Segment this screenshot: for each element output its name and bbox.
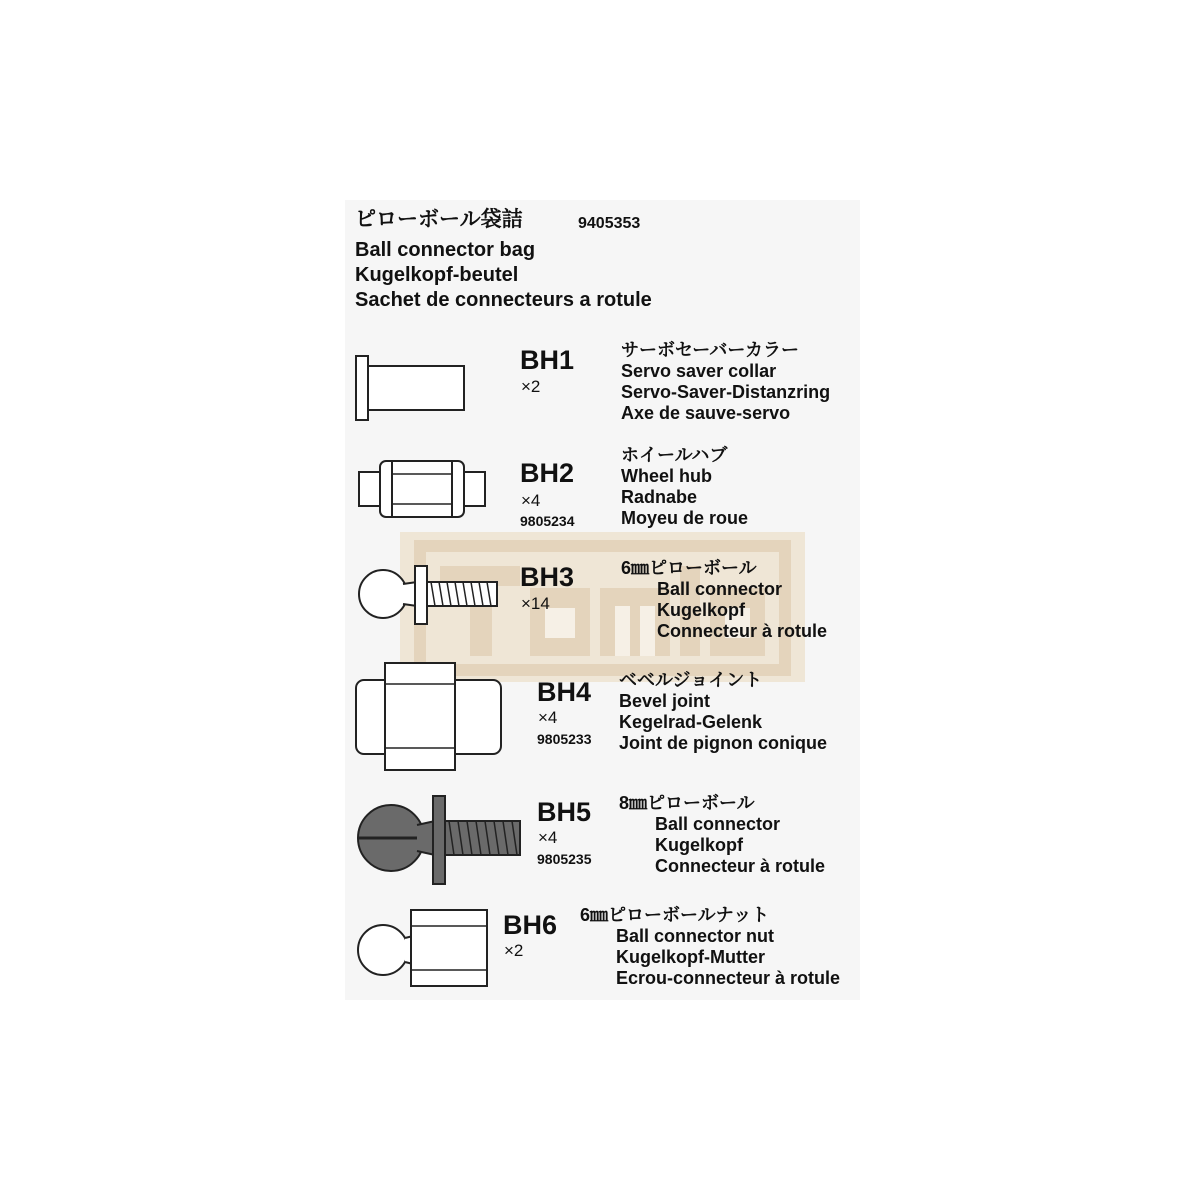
ball-connector-8mm-icon <box>355 793 525 888</box>
desc-german: Kugelkopf-Mutter <box>616 947 765 967</box>
desc-japanese: 8㎜ピローボール <box>619 793 755 813</box>
desc-english: Ball connector <box>655 814 781 834</box>
desc-french: Axe de sauve-servo <box>621 403 791 423</box>
part-code: BH6 <box>503 910 558 940</box>
desc-japanese: ベベルジョイント <box>619 670 763 690</box>
part-code: BH1 <box>520 345 575 375</box>
desc-german: Kegelrad-Gelenk <box>619 712 763 732</box>
part-description <box>580 905 840 989</box>
desc-french: Connecteur à rotule <box>655 856 826 876</box>
desc-english: Bevel joint <box>619 691 711 711</box>
part-number: 9805234 <box>520 513 575 529</box>
bag-part-number: 9405353 <box>578 215 641 232</box>
desc-french: Joint de pignon conique <box>619 733 827 753</box>
desc-japanese: サーボセーバーカラー <box>621 340 800 360</box>
part-quantity: ×4 <box>521 491 541 510</box>
desc-japanese: 6㎜ピローボール <box>621 558 757 578</box>
title-english: Ball connector bag <box>355 239 536 261</box>
desc-french: Connecteur à rotule <box>657 621 828 641</box>
title-japanese: ピローボール袋詰 <box>355 208 523 231</box>
desc-english: Wheel hub <box>621 466 712 486</box>
wheel-hub-icon <box>358 460 488 520</box>
desc-english: Servo saver collar <box>621 361 777 381</box>
part-code: BH2 <box>520 458 575 488</box>
part-description <box>619 670 827 754</box>
part-quantity: ×2 <box>504 941 524 960</box>
collar-icon <box>355 355 467 425</box>
ball-connector-6mm-icon <box>355 558 505 633</box>
title-french: Sachet de connecteurs a rotule <box>355 289 652 311</box>
desc-german: Servo-Saver-Distanzring <box>621 382 831 402</box>
desc-german: Radnabe <box>621 487 698 507</box>
part-code: BH5 <box>537 797 592 827</box>
part-code: BH3 <box>520 562 575 592</box>
bevel-joint-icon <box>355 662 505 772</box>
desc-french: Ecrou-connecteur à rotule <box>616 968 841 988</box>
desc-french: Moyeu de roue <box>621 508 749 528</box>
part-description <box>621 445 748 529</box>
part-description <box>619 793 825 877</box>
part-number: 9805233 <box>537 731 592 747</box>
part-quantity: ×14 <box>521 594 550 613</box>
desc-german: Kugelkopf <box>657 600 745 620</box>
part-number: 9805235 <box>537 851 592 867</box>
title-german: Kugelkopf-beutel <box>355 264 519 286</box>
part-description <box>621 558 827 642</box>
part-description <box>621 340 830 424</box>
desc-english: Ball connector nut <box>616 926 775 946</box>
desc-japanese: 6㎜ピローボールナット <box>580 905 770 925</box>
desc-japanese: ホイールハブ <box>621 445 728 465</box>
part-quantity: ×4 <box>538 708 558 727</box>
desc-english: Ball connector <box>657 579 783 599</box>
desc-german: Kugelkopf <box>655 835 743 855</box>
ball-connector-nut-icon <box>355 908 495 988</box>
part-quantity: ×4 <box>538 828 558 847</box>
part-quantity: ×2 <box>521 377 541 396</box>
part-code: BH4 <box>537 677 592 707</box>
